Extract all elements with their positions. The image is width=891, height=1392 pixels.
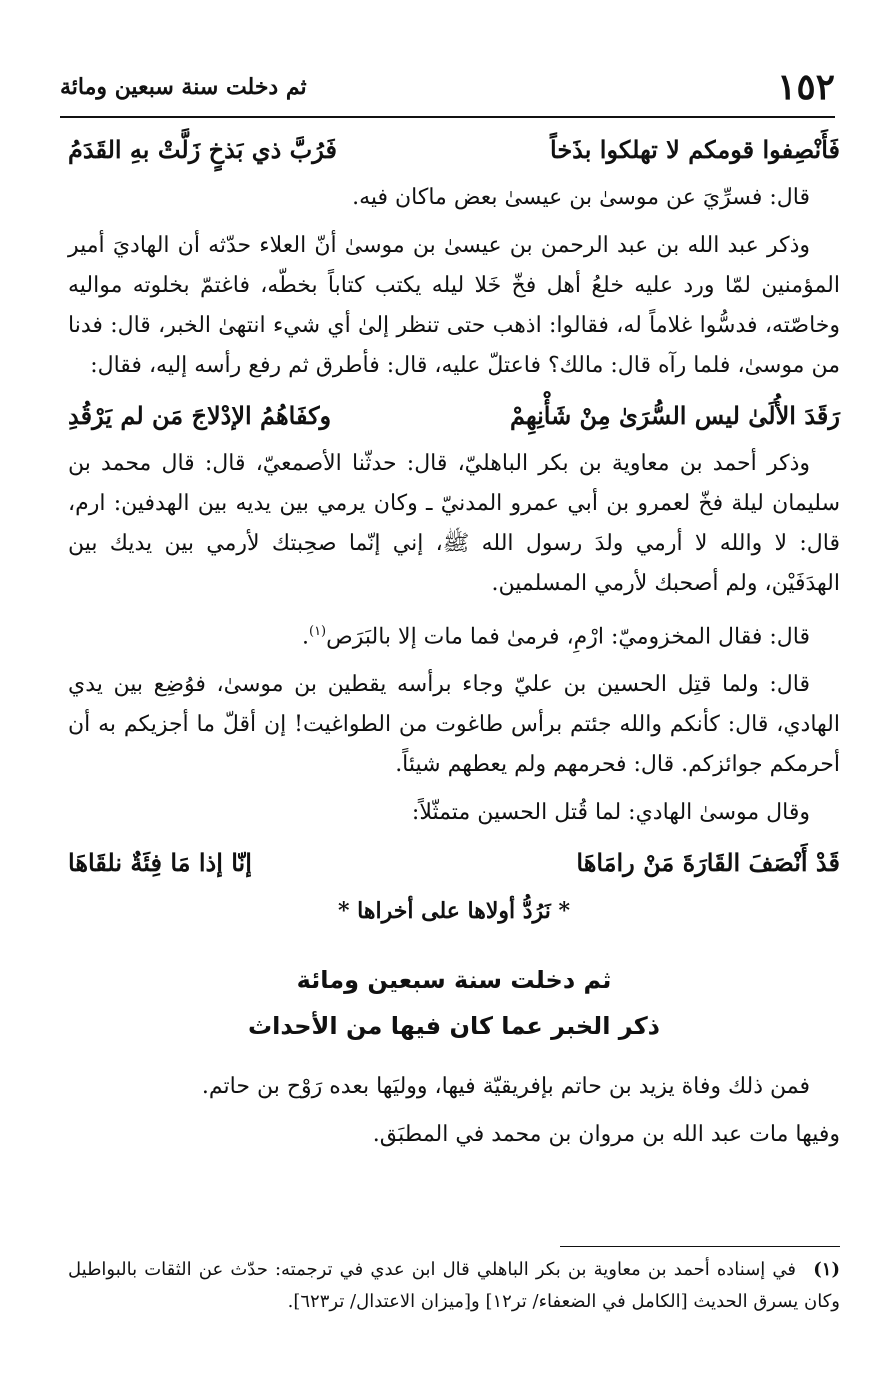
paragraph-8: وفيها مات عبد الله بن مروان بن محمد في المطبَق. — [372, 1122, 840, 1148]
paragraph-3: وذكر أحمد بن معاوية بن بكر الباهليّ، قال: حدثّنا الأصمعيّ، قال: قال محمد بن سليمان ليلة فخّ لعمرو بن أبي عمرو المدنيّ ـ وكان يرمي بين يديه بين الهدفين: ارم، قال: لا والله لا أرمي ولدَ رسول الله ﷺ، إني إنّما صحِبتك لأرمي بين يديك بين الهدَفَيْن، ولم أصحبك لأرمي المسلمين. — [68, 451, 840, 596]
verse-2-first-hemistich: رَقَدَ الأُلَىٰ ليس السُّرَىٰ مِنْ شَأْنِهِمْ — [510, 401, 840, 430]
header-rule — [60, 116, 835, 118]
verse-2 — [68, 394, 840, 438]
verse-3-third-line — [68, 889, 840, 933]
verse-3-first-hemistich: قَدْ أَنْصَفَ القَارَةَ مَنْ رامَاهَا — [576, 848, 840, 878]
paragraph-1: قال: فسرِّيَ عن موسىٰ بن عيسىٰ بعض ماكان فيه. — [352, 185, 810, 210]
footnote-number: (١) — [813, 1259, 840, 1280]
verse-2-second-hemistich: وكفَاهُمُ الإدْلاجَ مَن لم يَرْقُدِ — [68, 401, 332, 430]
paragraph-2: وذكر عبد الله بن عبد الرحمن بن عيسىٰ بن موسىٰ أنّ العلاء حدّثه أن الهاديَ أمير المؤمنين لمّا ورد عليه خلعُ أهل فخّ خَلا ليله يكتب كتاباً بخطّه، فاغتمّ بخلوته مواليه وخاصّته، فدسُّوا غلاماً له، فقالوا: اذهب حتى تنظر إلىٰ أي شيء انتهىٰ الخبر، قال: فدنا من موسىٰ، فلما رآه قال: مالك؟ فاعتلّ عليه، قال: فأطرق ثم رفع رأسه إليه، فقال: — [68, 233, 840, 378]
paragraph-4-text: قال: فقال المخزوميّ: ارْمِ، فرمىٰ فما مات إلا بالبَرَص — [326, 624, 810, 650]
verse-1 — [68, 128, 840, 172]
paragraph-7: فمن ذلك وفاة يزيد بن حاتم بإفريقيّة فيها، ووليَها بعده رَوْح بن حاتم. — [201, 1074, 810, 1100]
main-text — [68, 128, 840, 1163]
section-heading — [68, 957, 840, 1049]
footnote-reference: (١) — [308, 624, 327, 639]
section-title: ثم دخلت سنة سبعين ومائة — [296, 966, 612, 995]
page-header — [60, 60, 835, 110]
section-subtitle: ذكر الخبر عما كان فيها من الأحداث — [248, 1012, 660, 1041]
verse-3-third-text: * نَرُدُّ أولاها على أخراها * — [338, 898, 570, 925]
verse-3-second-hemistich: إنّا إذا مَا فِئَةٌ نلقَاهَا — [68, 848, 252, 878]
footnote-rule — [560, 1246, 840, 1247]
paragraph-6: وقال موسىٰ الهادي: لما قُتل الحسين متمثّلاً: — [411, 800, 810, 826]
paragraph-4: قال: فقال المخزوميّ: ارْمِ، فرمىٰ فما مات إلا بالبَرَص$^{(١)}$. — [301, 624, 810, 650]
verse-3 — [68, 841, 840, 885]
page-number: ١٥٢ — [776, 66, 835, 108]
verse-1-second-hemistich: فَرُبَّ ذي بَذخٍ زَلَّتْ بهِ القَدَمُ — [68, 135, 337, 164]
footnotes — [68, 1254, 840, 1318]
paragraph-5: قال: ولما قتِل الحسين بن عليّ وجاء برأسه يقطين بن موسىٰ، فوُضِع بين يدي الهادي، قال: كأنكم والله جئتم برأس طاغوت من الطواغيت! إن أقلّ ما أجزيكم به أن أحرمكم جوائزكم. قال: فحرمهم ولم يعطهم شيئاً. — [68, 672, 840, 778]
verse-1-first-hemistich: فَأَنْصِفوا قومكم لا تهلكوا بذَخاً — [550, 135, 840, 164]
footnote-text: في إسناده أحمد بن معاوية بن بكر الباهلي قال ابن عدي في ترجمته: حدّث عن الثقات بالبواطيل وكان يسرق الحديث [الكامل في الضعفاء/ تر١٢] و[ميزان الاعتدال/ تر٦٢٣]. — [68, 1259, 840, 1312]
running-title: ثم دخلت سنة سبعين ومائة — [60, 74, 307, 100]
